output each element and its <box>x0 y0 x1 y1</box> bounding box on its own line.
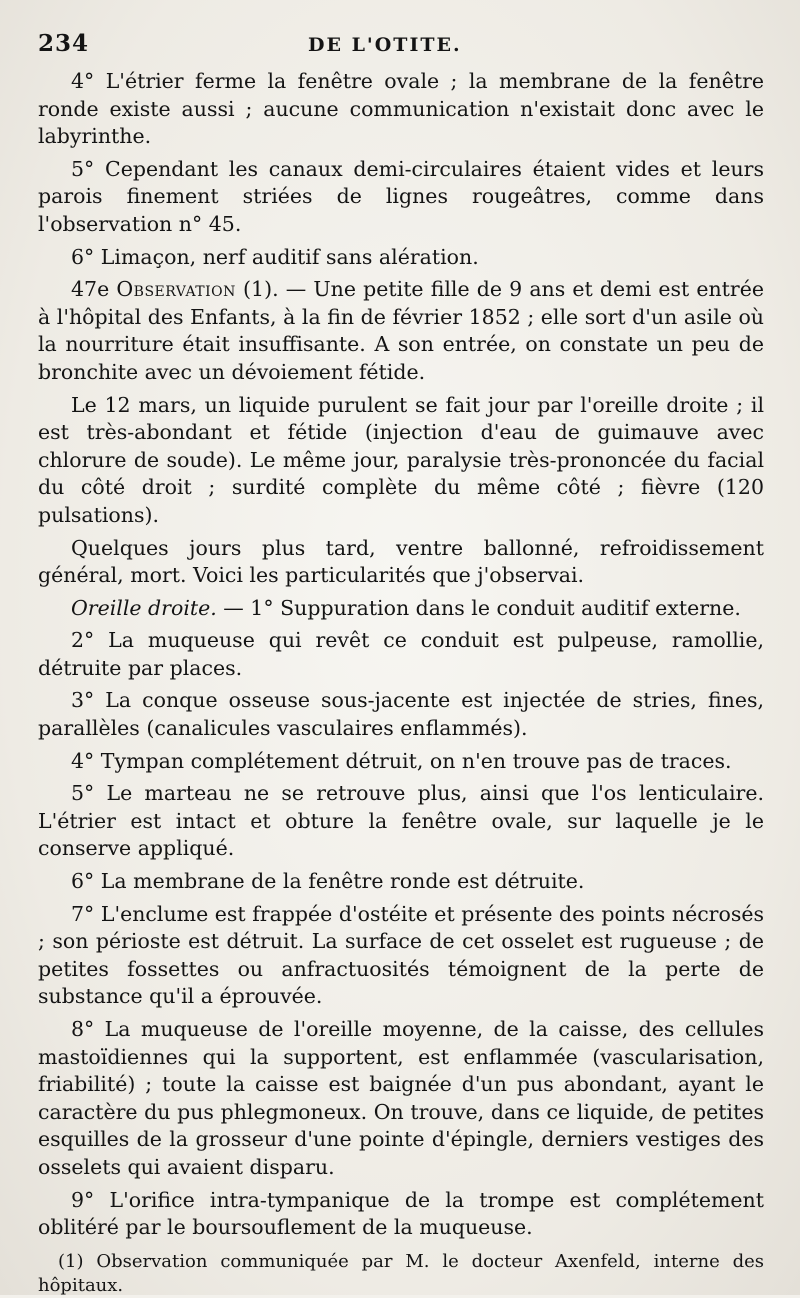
body-text <box>38 68 764 1242</box>
paragraph: Quelques jours plus tard, ventre ballonné, refroidissement général, mort. Voici les particularités que j'observai. <box>38 535 764 588</box>
paragraph: 4° L'étrier ferme la fenêtre ovale ; la membrane de la fenêtre ronde existe aussi ; aucune communication n'existait donc avec le labyrinthe. <box>38 69 764 149</box>
paragraph: 5° Le marteau ne se retrouve plus, ainsi que l'os lenticulaire. L'étrier est intact et obture la fenêtre ovale, sur laquelle je le conserve appliqué. <box>38 781 764 861</box>
paragraph: 7° L'enclume est frappée d'ostéite et présente des points nécrosés ; son périoste est détruit. La surface de cet osselet est rugueuse ; de petites fossettes ou anfractuosités témoignent de la perte de substance qu'il a éprouvée. <box>38 901 764 1009</box>
footnote <box>38 1250 764 1298</box>
paragraph: 4° Tympan complétement détruit, on n'en trouve pas de traces. <box>71 748 732 773</box>
observation-number: 47e <box>71 277 110 302</box>
observation-paragraph <box>38 276 764 386</box>
section-paragraph <box>38 595 764 623</box>
page-header <box>38 30 764 62</box>
observation-text: (1). — Une petite fille de 9 ans et demi est entrée à l'hôpital des Enfants, à la fin de février 1852 ; elle sort d'un asile où la nourriture était insuffisante. A son entrée, on constate un peu de bronchite avec un dévoiement fétide. <box>38 277 764 384</box>
observation-heading: Observation <box>116 277 236 302</box>
section-text: — 1° Suppuration dans le conduit auditif externe. <box>216 595 741 620</box>
paragraph: 3° La conque osseuse sous-jacente est injectée de stries, fines, parallèles (canalicules vasculaires enflammés). <box>38 688 764 741</box>
page-number: 234 <box>38 30 90 57</box>
footnote-text: (1) Observation communiquée par M. le docteur Axenfeld, interne des hôpitaux. <box>38 1250 764 1296</box>
paragraph: 8° La muqueuse de l'oreille moyenne, de la caisse, des cellules mastoïdiennes qui la supportent, est enflammée (vascularisation, friabilité) ; toute la caisse est baignée d'un pus abondant, ayant le caractère du pus phlegmoneux. On trouve, dans ce liquide, de petites esquilles de la grosseur d'une pointe d'épingle, derniers vestiges des osselets qui avaient disparu. <box>38 1017 764 1179</box>
section-heading: Oreille droite. <box>71 595 217 620</box>
running-title: DE L'OTITE. <box>308 34 462 56</box>
paragraph: Le 12 mars, un liquide purulent se fait jour par l'oreille droite ; il est très-abondant et fétide (injection d'eau de guimauve avec chlorure de soude). Le même jour, paralysie très-prononcée du facial du côté droit ; surdité complète du même côté ; fièvre (120 pulsations). <box>38 392 764 527</box>
paragraph: 5° Cependant les canaux demi-circulaires étaient vides et leurs parois finement striées de lignes rougeâtres, comme dans l'observation n° 45. <box>38 156 764 236</box>
paragraph: 9° L'orifice intra-tympanique de la trompe est complétement oblitéré par le boursouflement de la muqueuse. <box>38 1187 764 1240</box>
paragraph: 2° La muqueuse qui revêt ce conduit est pulpeuse, ramollie, détruite par places. <box>38 628 764 680</box>
paragraph: 6° La membrane de la fenêtre ronde est détruite. <box>71 869 585 894</box>
paragraph: 6° Limaçon, nerf auditif sans alération. <box>71 244 479 269</box>
